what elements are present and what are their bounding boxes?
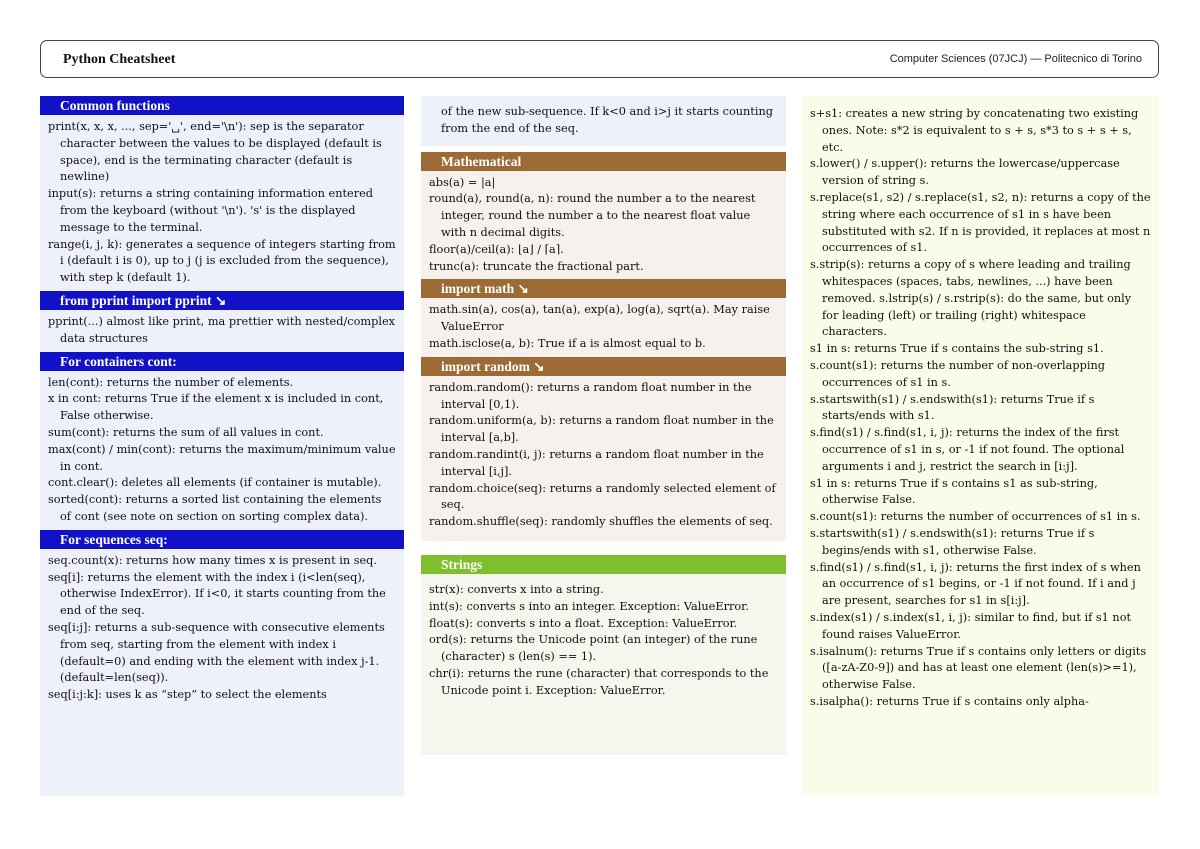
list-item: s.index(s1) / s.index(s1, i, j): similar to find, but if s1 not found raises ValueError. [810,610,1132,641]
list-item: len(cont): returns the number of elements. [48,375,294,389]
list-item: print(x, x, x, ..., sep='␣', end='\n'): sep is the separator character between the values to be displayed (default is space), end is the terminating character (default is newline) [48,120,382,184]
section-title: from pprint import pprint ↘ [40,291,404,310]
list-item: random.random(): returns a random float number in the interval [0,1). [429,380,752,411]
section-title: For sequences seq: [40,530,404,549]
list-item: s1 in s: returns True if s contains the sub-string s1. [810,342,1104,356]
list-item: s+s1: creates a new string by concatenating two existing ones. Note: s*2 is equivalent to s + s, s*3 to s + s + s, etc. [810,107,1139,154]
section-mathematical [421,152,786,541]
list-item: math.isclose(a, b): True if a is almost equal to b. [429,336,706,350]
list-item: s.replace(s1, s2) / s.replace(s1, s2, n): returns a copy of the string where each occurrence of s1 in s have been substituted with s2. If n is provided, it replaces at most n occurrences of s1. [810,190,1151,255]
section-sequences [40,530,404,708]
list-item: float(s): converts s into a float. Exception: ValueError. [429,616,738,630]
section-containers [40,352,404,530]
list-item: s.startswith(s1) / s.endswith(s1): returns True if s starts/ends with s1. [810,392,1095,423]
course-info: Computer Sciences (07JCJ) — Politecnico di Torino [889,53,1142,65]
list-item: seq.count(x): returns how many times x is present in seq. [48,553,377,567]
list-item: x in cont: returns True if the element x is included in cont, False otherwise. [48,392,384,423]
list-item: seq[i:j:k]: uses k as “step” to select the elements [48,688,327,702]
list-item: str(x): converts x into a string. [429,582,604,596]
section-common-functions [40,96,404,291]
list-item: abs(a) = |a| [429,175,496,189]
list-item: ord(s): returns the Unicode point (an integer) of the rune (character) s (len(s) == 1). [429,633,758,664]
continuation-block [421,96,786,146]
continuation-text: of the new sub-sequence. If k<0 and i>j it starts counting from the end of the seq. [441,105,773,135]
page-title: Python Cheatsheet [63,52,176,67]
list-item: s.count(s1): returns the number of occurrences of s1 in s. [810,510,1141,524]
list-item: s.strip(s): returns a copy of s where leading and trailing whitespaces (spaces, tabs, newlines, ...) have been removed. s.lstrip(s) / s.rstrip(s): do the same, but only for leading (left) or trailing (right) whitespace characters. [810,258,1132,339]
list-item: random.choice(seq): returns a randomly selected element of seq. [429,481,776,512]
list-item: round(a), round(a, n): round the number a to the nearest integer, round the number a to the nearest float value with n decimal digits. [429,192,756,239]
section-title: Mathematical [421,152,786,171]
list-item: s.isalpha(): returns True if s contains only alpha- [810,694,1089,708]
section-pprint [40,291,404,352]
list-item: floor(a)/ceil(a): ⌊a⌋ / ⌈a⌉. [429,242,564,256]
list-item: s.find(s1) / s.find(s1, i, j): returns the index of the first occurrence of s1 in s, or -1 if not found. The optional arguments i and j, restrict the search in [i:j]. [810,426,1125,473]
list-item: s.isalnum(): returns True if s contains only letters or digits ([a-zA-Z0-9]) and has at least one element (len(s)>=1), otherwise False. [810,644,1147,692]
list-item: sum(cont): returns the sum of all values in cont. [48,425,324,439]
list-item: seq[i:j]: returns a sub-sequence with consecutive elements from seq, starting from the element with index i (default=0) and ending with the element with index j-1. (default=len(seq)). [48,620,385,685]
list-item: s.lower() / s.upper(): returns the lowercase/uppercase version of string s. [810,157,1120,188]
list-item: s1 in s: returns True if s contains s1 as sub-string, otherwise False. [810,476,1098,507]
column-1 [40,96,404,796]
section-strings [421,555,786,755]
section-title: Common functions [40,96,404,115]
list-item: input(s): returns a string containing information entered from the keyboard (without '\n'). 's' is the displayed message to the terminal. [48,187,374,234]
column-3 [802,96,1159,796]
list-item: random.uniform(a, b): returns a random float number in the interval [a,b]. [429,414,774,445]
section-title: For containers cont: [40,352,404,371]
list-item: trunc(a): truncate the fractional part. [429,259,644,273]
section-title: Strings [421,555,786,574]
list-item: cont.clear(): deletes all elements (if container is mutable). [48,476,382,490]
list-item: sorted(cont): returns a sorted list containing the elements of cont (see note on section on sorting complex data). [48,493,382,523]
section-title-import-random: import random ↘ [421,357,786,376]
column-2 [421,96,786,796]
list-item: range(i, j, k): generates a sequence of integers starting from i (default i is 0), up to j (j is excluded from the sequence), with step k (default 1). [48,237,396,285]
list-item: chr(i): returns the rune (character) that corresponds to the Unicode point i. Exception: ValueError. [429,666,769,697]
list-item: s.find(s1) / s.find(s1, i, j): returns the first index of s when an occurrence of s1 begins, or -1 if not found. If i and j are present, searches for s1 in s[i:j]. [810,560,1141,608]
header [40,40,1159,78]
list-item: random.shuffle(seq): randomly shuffles the elements of seq. [429,515,773,529]
section-title-import-math: import math ↘ [421,279,786,298]
list-item: random.randint(i, j): returns a random float number in the interval [i,j]. [429,447,764,478]
list-item: max(cont) / min(cont): returns the maximum/minimum value in cont. [48,442,396,473]
list-item: math.sin(a), cos(a), tan(a), exp(a), log(a), sqrt(a). May raise ValueError [429,303,770,334]
list-item: seq[i]: returns the element with the index i (i<len(seq), otherwise IndexError). If i<0, it starts counting from the end of the seq. [48,570,386,618]
list-item: s.startswith(s1) / s.endswith(s1): returns True if s begins/ends with s1, otherwise False. [810,526,1095,557]
list-item: s.count(s1): returns the number of non-overlapping occurrences of s1 in s. [810,358,1105,389]
list-item: int(s): converts s into an integer. Exception: ValueError. [429,599,749,613]
list-item: pprint(...) almost like print, ma prettier with nested/complex data structures [48,314,396,345]
